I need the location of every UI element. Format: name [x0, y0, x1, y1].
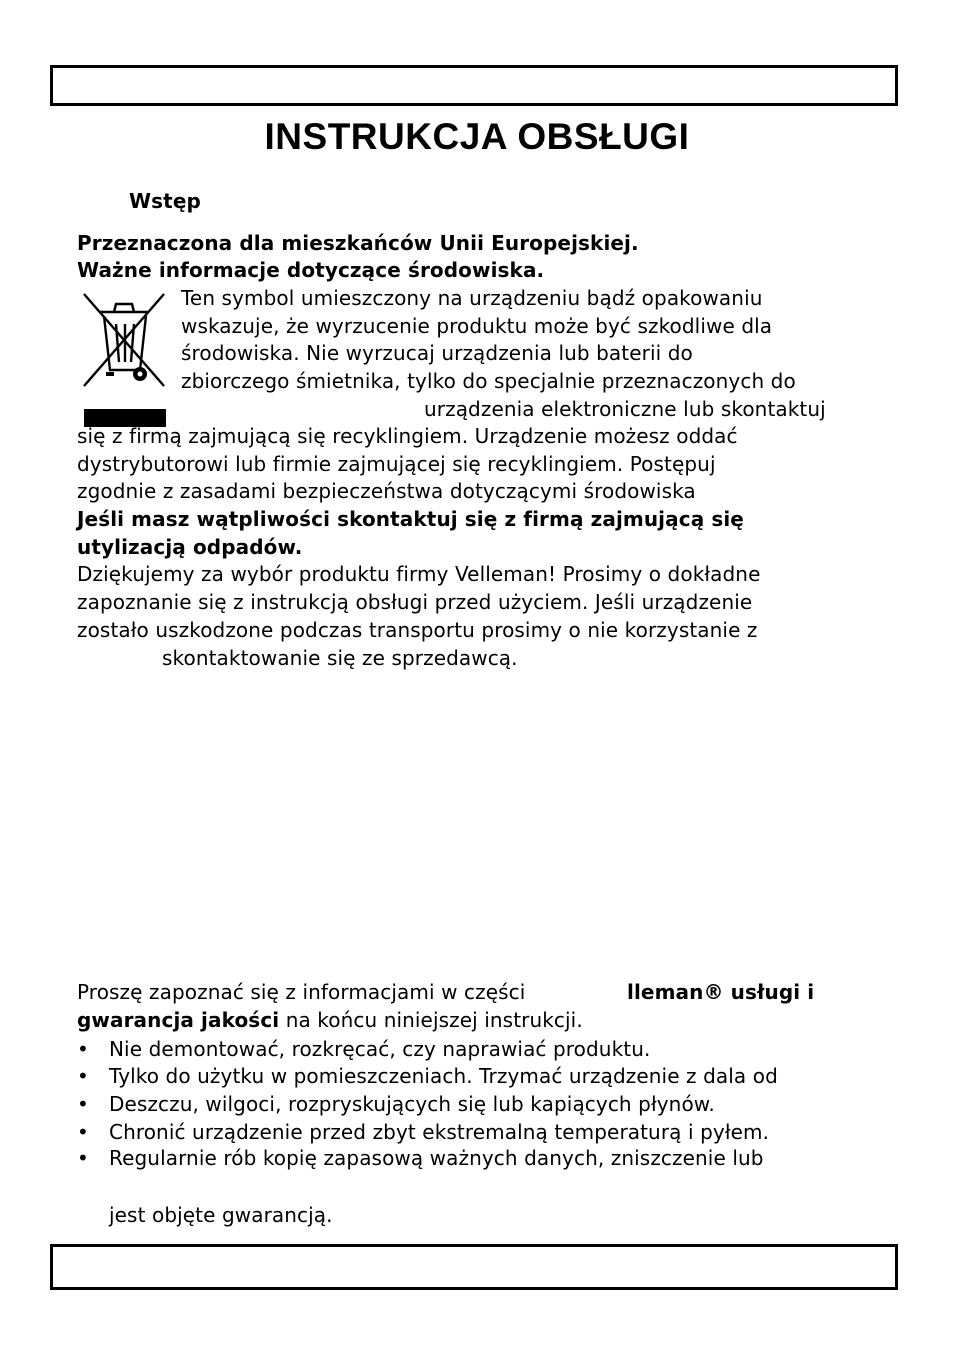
guidelines-text: na końcu niniejszej instrukcji. [279, 1008, 583, 1032]
body-line-bold: Jeśli masz wątpliwości skontaktuj się z firmą zajmującą się [77, 507, 744, 531]
body-line: zostało uszkodzone podczas transportu prosimy o nie korzystanie z [77, 618, 758, 642]
bottom-frame [50, 1244, 898, 1290]
guidelines-line [77, 978, 525, 1006]
guidelines-line [77, 1006, 583, 1034]
bullet-text: Nie demontować, rozkręcać, czy naprawiać produktu. [109, 1037, 651, 1061]
body-line: urządzenia elektroniczne lub skontaktuj [424, 397, 826, 421]
bullet-marker: • [77, 1092, 89, 1116]
body-line: środowiska. Nie wyrzucaj urządzenia lub baterii do [181, 341, 693, 365]
body-line: zapoznanie się z instrukcją obsługi przed użyciem. Jeśli urządzenie [77, 590, 753, 614]
body-line: Ten symbol umieszczony na urządzeniu bądź opakowaniu [181, 286, 763, 310]
body-line: dystrybutorowi lub firmie zajmującej się recyklingiem. Postępuj [77, 452, 716, 476]
page-title: INSTRUKCJA OBSŁUGI [264, 116, 690, 157]
body-line: wskazuje, że wyrzucenie produktu może być szkodliwe dla [181, 314, 773, 338]
guidelines-bold-text: gwarancja jakości [77, 1008, 280, 1032]
guarantee-tail-line: jest objęte gwarancją. [109, 1203, 333, 1227]
bullet-marker: • [77, 1037, 89, 1061]
bullet-text: Deszczu, wilgoci, rozpryskujących się lub kapiących płynów. [109, 1092, 715, 1116]
crossed-out-wheelie-bin-icon [78, 290, 170, 390]
body-line-bold: utylizacją odpadów. [77, 535, 303, 559]
environment-notice-line: Ważne informacje dotyczące środowiska. [77, 258, 545, 282]
top-frame [50, 65, 898, 106]
bullet-marker: • [77, 1146, 89, 1170]
body-line: zbiorczego śmietnika, tylko do specjalnie przeznaczonych do [181, 369, 796, 393]
guidelines-bold-fragment: lleman® usługi i [627, 980, 815, 1004]
bullet-text: Tylko do użytku w pomieszczeniach. Trzymać urządzenie z dala od [109, 1064, 778, 1088]
guidelines-text: Proszę zapoznać się z informacjami w części [77, 980, 526, 1004]
bullet-text: Regularnie rób kopię zapasową ważnych danych, zniszczenie lub [109, 1146, 764, 1170]
body-line: zgodnie z zasadami bezpieczeństwa dotyczącymi środowiska [77, 479, 696, 503]
bullet-marker: • [77, 1120, 89, 1144]
bullet-text: Chronić urządzenie przed zbyt ekstremalną temperaturą i pyłem. [109, 1120, 770, 1144]
eu-notice-line: Przeznaczona dla mieszkańców Unii Europejskiej. [77, 231, 639, 255]
body-line: skontaktowanie się ze sprzedawcą. [162, 646, 518, 670]
bullet-marker: • [77, 1064, 89, 1088]
section-heading: Wstęp [129, 189, 201, 213]
body-line: Dziękujemy za wybór produktu firmy Velleman! Prosimy o dokładne [77, 562, 761, 586]
body-line: się z firmą zajmującą się recyklingiem. Urządzenie możesz oddać [77, 424, 738, 448]
